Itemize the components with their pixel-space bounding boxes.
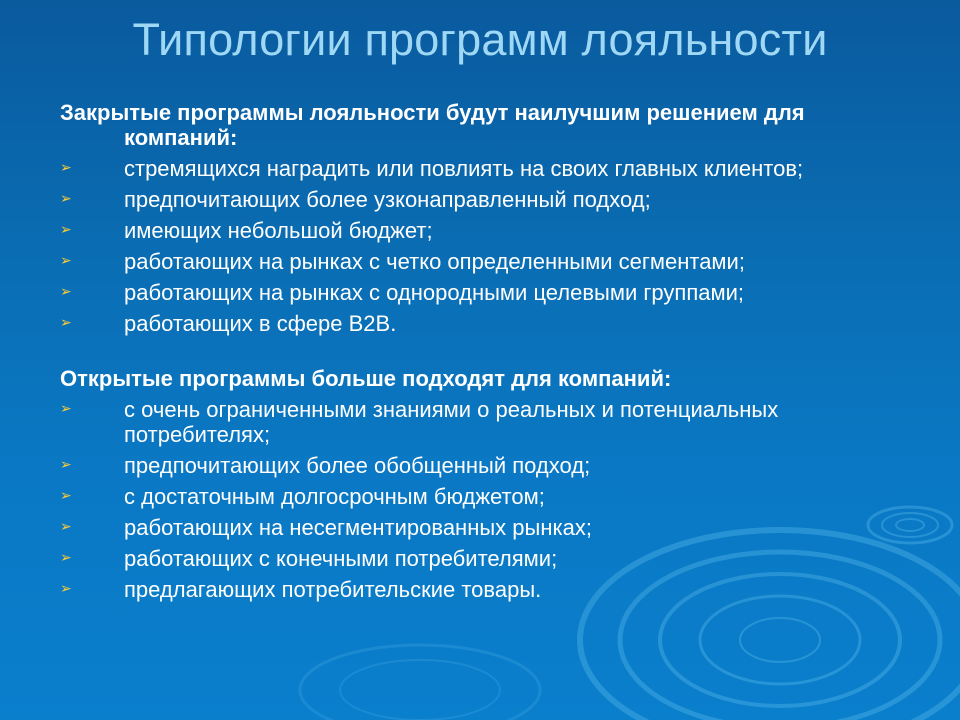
closed-programs-heading: Закрытые программы лояльности будут наилучшим решением для компаний: bbox=[60, 100, 805, 150]
list-item: ➢ предпочитающих более узконаправленный подход; bbox=[60, 187, 651, 212]
arrow-bullet-icon: ➢ bbox=[60, 488, 72, 504]
list-item: ➢ имеющих небольшой бюджет; bbox=[60, 218, 433, 243]
list-item: ➢ с очень ограниченными знаниями о реальных и потенциальных потребителях; bbox=[60, 397, 779, 447]
list-item: ➢ предлагающих потребительские товары. bbox=[60, 577, 542, 602]
open-programs-heading: Открытые программы больше подходят для компаний: bbox=[60, 366, 672, 391]
arrow-bullet-icon: ➢ bbox=[60, 519, 72, 535]
list-item: ➢ стремящихся наградить или повлиять на своих главных клиентов; bbox=[60, 156, 804, 181]
list-item: ➢ работающих на рынках с однородными целевыми группами; bbox=[60, 280, 744, 305]
arrow-bullet-icon: ➢ bbox=[60, 191, 72, 207]
list-item: ➢ с достаточным долгосрочным бюджетом; bbox=[60, 484, 545, 509]
list-item: ➢ работающих в сфере B2B. bbox=[60, 311, 397, 336]
slide-title: Типологии программ лояльности bbox=[132, 14, 828, 65]
arrow-bullet-icon: ➢ bbox=[60, 581, 72, 597]
arrow-bullet-icon: ➢ bbox=[60, 401, 72, 417]
list-item: ➢ работающих с конечными потребителями; bbox=[60, 546, 558, 571]
arrow-bullet-icon: ➢ bbox=[60, 160, 72, 176]
list-item: ➢ работающих на несегментированных рынках; bbox=[60, 515, 592, 540]
slide-body bbox=[60, 100, 920, 608]
arrow-bullet-icon: ➢ bbox=[60, 222, 72, 238]
arrow-bullet-icon: ➢ bbox=[60, 284, 72, 300]
arrow-bullet-icon: ➢ bbox=[60, 457, 72, 473]
arrow-bullet-icon: ➢ bbox=[60, 253, 72, 269]
list-item: ➢ работающих на рынках с четко определенными сегментами; bbox=[60, 249, 745, 274]
arrow-bullet-icon: ➢ bbox=[60, 315, 72, 331]
arrow-bullet-icon: ➢ bbox=[60, 550, 72, 566]
list-item: ➢ предпочитающих более обобщенный подход; bbox=[60, 453, 591, 478]
